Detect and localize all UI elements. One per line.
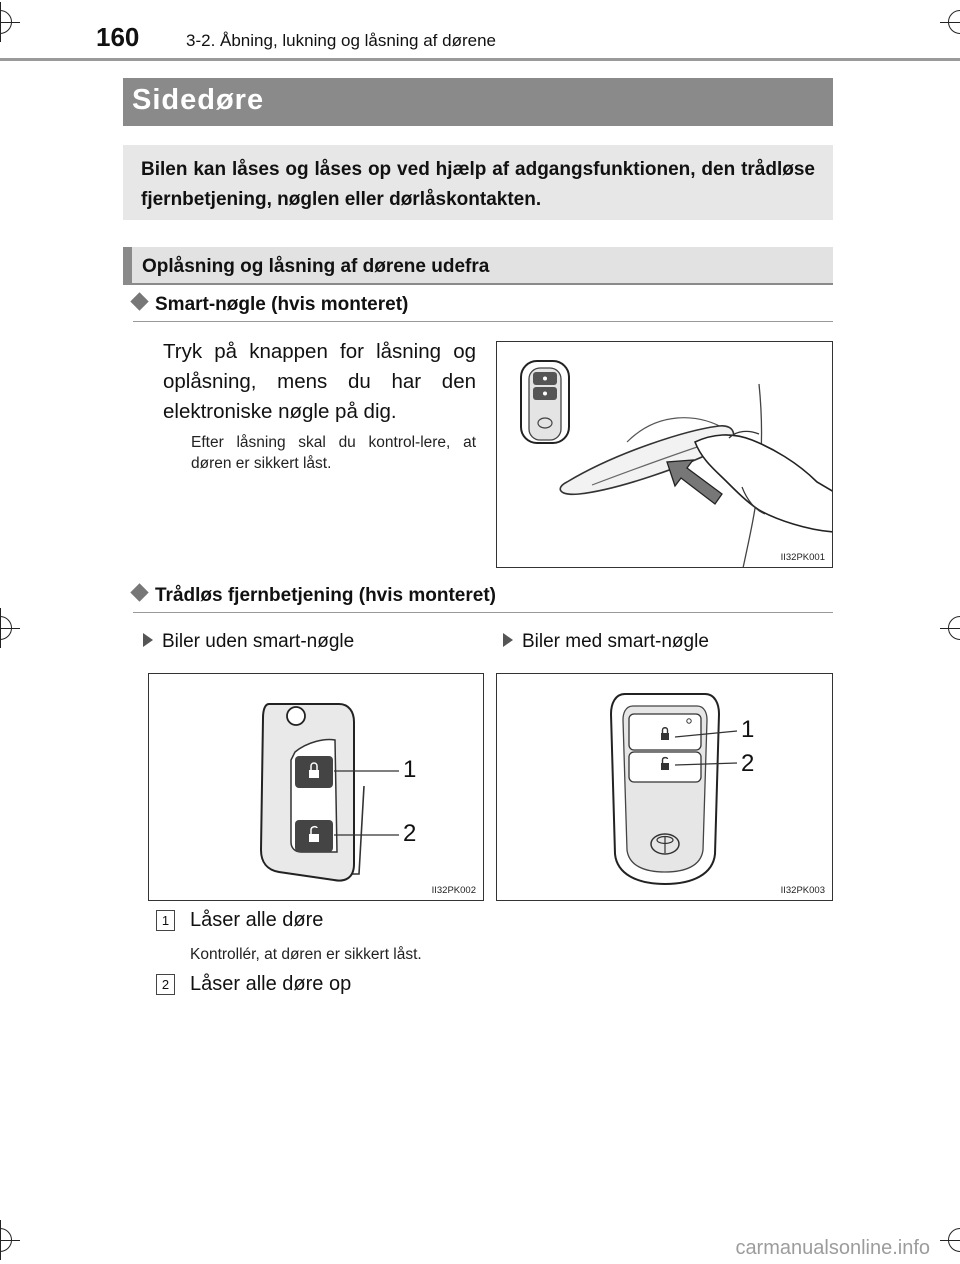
figure-code: II32PK001 [780,552,825,563]
smart-key-illustration [497,674,833,901]
legend-text-1: Låser alle døre [190,909,324,931]
watermark: carmanualsonline.info [735,1237,930,1259]
diamond-icon [130,583,148,601]
callout-1: 1 [741,716,755,743]
variant-without-smart-key [143,631,354,653]
door-handle-illustration [497,342,833,568]
legend-text-2: Låser alle døre op [190,973,352,995]
lock-icon [661,733,669,740]
unlock-icon [661,763,669,770]
section-title: Sidedøre [132,84,265,116]
crop-mark-top-left [0,2,20,42]
intro-text: Bilen kan låses og låses op ved hjælp af adgangsfunktionen, den trådløse fjernbetjening, nøglen eller dørlåskontakten. [141,159,815,210]
topic-smart-key [133,294,408,316]
figure-smart-key [496,673,833,901]
diamond-icon [130,292,148,310]
crop-mark-bottom-left [0,1220,20,1260]
topic-rule [133,612,833,613]
topic-smart-key-label: Smart-nøgle (hvis monteret) [155,294,409,315]
crop-mark-mid-left [0,608,20,648]
intro-box [123,145,833,220]
chapter-title: 3-2. Åbning, lukning og låsning af dørene [186,31,496,50]
hand-shape [695,435,833,532]
legend-note-1: Kontrollér, at døren er sikkert låst. [190,946,422,963]
smart-key-note: Efter låsning skal du kontrol-lere, at døren er sikkert låst. [191,434,476,472]
callout-2: 2 [403,820,417,847]
variant-right-label: Biler med smart-nøgle [522,631,709,652]
callout-2: 2 [741,750,755,777]
legend-number-1: 1 [156,910,175,931]
figure-code: II32PK002 [431,885,476,896]
variant-left-label: Biler uden smart-nøgle [162,631,355,652]
header-rule [0,58,960,61]
crop-mark-top-right [940,2,960,42]
triangle-bullet-icon [143,633,153,647]
variant-with-smart-key [503,631,709,653]
callout-1: 1 [403,756,417,783]
topic-rule [133,321,833,322]
subsection-title: Oplåsning og låsning af dørene udefra [142,256,490,277]
flip-key-illustration [149,674,484,901]
page-number: 160 [96,22,140,52]
figure-door-handle [496,341,833,568]
triangle-bullet-icon [503,633,513,647]
smart-key-body: Tryk på knappen for låsning og oplåsning, mens du har den elektroniske nøgle på dig. [163,340,476,423]
figure-code: II32PK003 [780,885,825,896]
legend-number-2: 2 [156,974,175,995]
topic-remote [133,585,496,607]
crop-mark-mid-right [940,608,960,648]
topic-remote-label: Trådløs fjernbetjening (hvis monteret) [155,585,496,606]
crop-mark-bottom-right [940,1220,960,1260]
figure-flip-key [148,673,484,901]
